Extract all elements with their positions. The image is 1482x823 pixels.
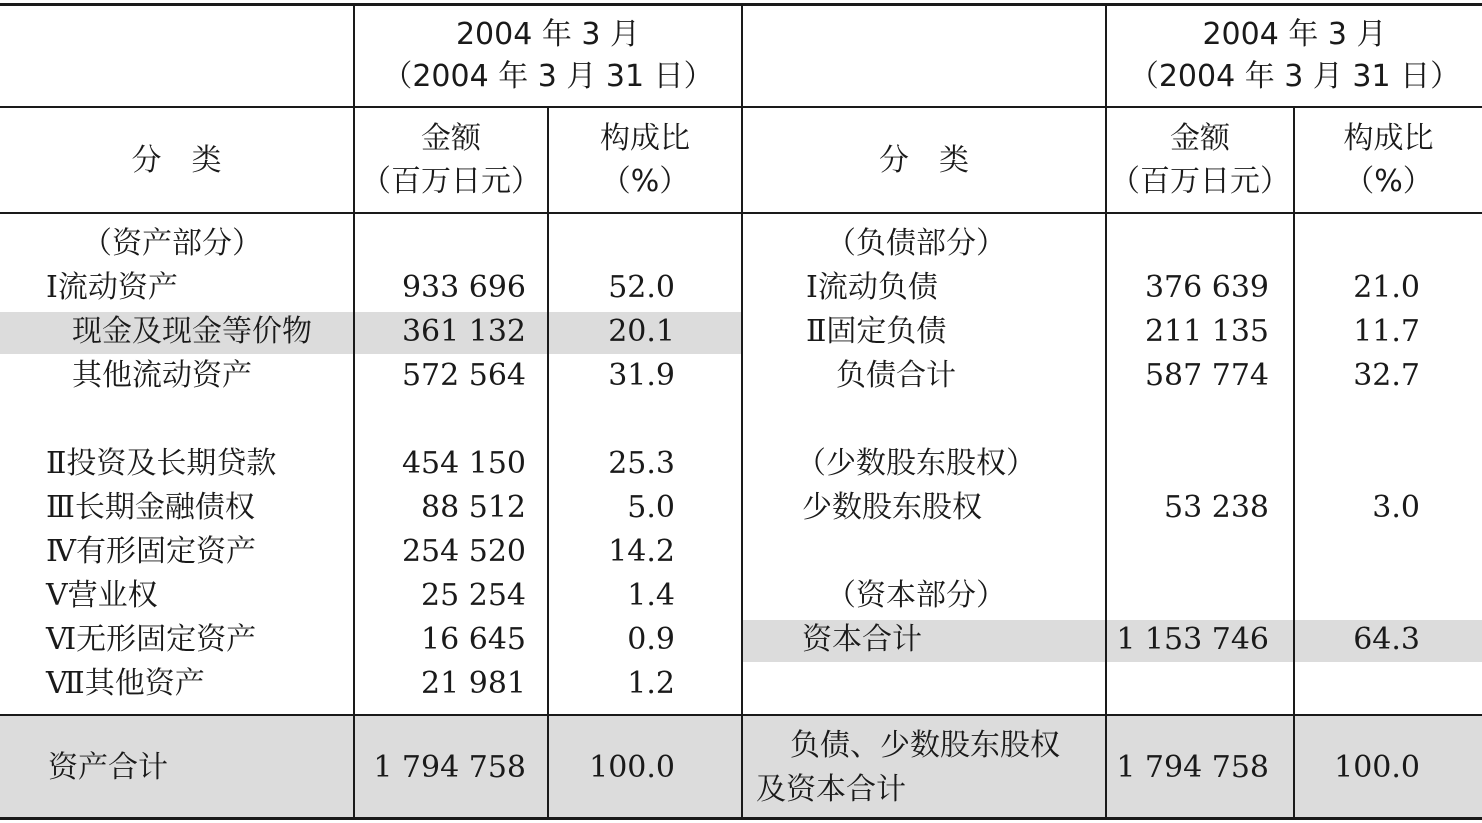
- left-row-amount: 361 132: [401, 314, 526, 349]
- left-row-ratio: 1.4: [627, 578, 675, 613]
- right-total-amount: 1 794 758: [1116, 750, 1269, 785]
- right-amount-header-line1: 金额: [1170, 121, 1230, 156]
- right-row-label: （负债部分）: [826, 226, 1006, 261]
- left-row-ratio: 52.0: [608, 270, 675, 305]
- col-divider-3: [741, 4, 743, 819]
- right-row-label: 负债合计: [836, 358, 956, 393]
- right-period-line1: 2004 年 3 月: [1202, 17, 1387, 52]
- left-row-amount: 21 981: [421, 666, 526, 701]
- right-row-ratio: 32.7: [1353, 358, 1420, 393]
- left-row-label: Ⅰ流动资产: [46, 270, 178, 305]
- left-period-line1: 2004 年 3 月: [455, 17, 641, 52]
- left-row-amount: 16 645: [421, 622, 526, 657]
- left-row-label: Ⅴ营业权: [46, 578, 158, 613]
- left-row-ratio: 25.3: [608, 446, 675, 481]
- left-row-label: 现金及现金等价物: [72, 314, 312, 349]
- left-row-amount: 454 150: [401, 446, 526, 481]
- right-total-label-line2: 及资本合计: [756, 772, 906, 807]
- left-row-label: Ⅶ其他资产: [46, 666, 205, 701]
- left-total-ratio: 100.0: [589, 750, 675, 785]
- left-ratio-header-line2: （%）: [600, 164, 690, 199]
- right-row-amount: 211 135: [1144, 314, 1269, 349]
- left-row-ratio: 31.9: [608, 358, 675, 393]
- right-row-amount: 587 774: [1144, 358, 1269, 393]
- left-category-header: 分 类: [131, 143, 222, 178]
- right-row-label: 资本合计: [802, 622, 922, 657]
- right-ratio-header-line2: （%）: [1344, 164, 1433, 199]
- left-row-ratio: 1.2: [627, 666, 675, 701]
- right-row-amount: 1 153 746: [1116, 622, 1269, 657]
- right-row-ratio: 11.7: [1353, 314, 1420, 349]
- left-row-amount: 25 254: [421, 578, 526, 613]
- right-period-line2: （2004 年 3 月 31 日）: [1128, 59, 1461, 94]
- left-amount-header-line1: 金额: [421, 121, 481, 156]
- left-row-label: （资产部分）: [82, 226, 262, 261]
- left-ratio-header-line1: 构成比: [600, 121, 690, 156]
- left-row-ratio: 5.0: [627, 490, 675, 525]
- left-row-label: Ⅵ无形固定资产: [46, 622, 257, 657]
- right-total-ratio: 100.0: [1334, 750, 1420, 785]
- col-divider-5: [1293, 107, 1295, 819]
- right-row-label: Ⅱ固定负债: [806, 314, 947, 349]
- right-category-header: 分 类: [879, 143, 969, 178]
- left-row-ratio: 0.9: [627, 622, 675, 657]
- right-row-label: （少数股东股权）: [796, 446, 1036, 481]
- right-row-amount: 376 639: [1144, 270, 1269, 305]
- left-amount-header-line2: （百万日元）: [361, 164, 541, 199]
- left-row-ratio: 20.1: [608, 314, 675, 349]
- right-row-label: Ⅰ流动负债: [806, 270, 938, 305]
- left-row-label: Ⅲ长期金融债权: [46, 490, 255, 525]
- left-period-line2: （2004 年 3 月 31 日）: [382, 59, 714, 94]
- right-row-label: 少数股东股权: [802, 490, 982, 525]
- right-total-label-line1: 负债、少数股东股权: [790, 728, 1060, 763]
- right-row-ratio: 3.0: [1372, 490, 1420, 525]
- left-total-label: 资产合计: [48, 750, 168, 785]
- left-row-label: Ⅱ投资及长期贷款: [46, 446, 277, 481]
- left-row-amount: 933 696: [401, 270, 526, 305]
- right-amount-header-line2: （百万日元）: [1110, 164, 1290, 199]
- left-row-amount: 572 564: [401, 358, 526, 393]
- col-divider-2: [547, 107, 549, 819]
- left-row-ratio: 14.2: [608, 534, 675, 569]
- right-row-ratio: 64.3: [1353, 622, 1420, 657]
- right-row-amount: 53 238: [1164, 490, 1269, 525]
- left-total-amount: 1 794 758: [373, 750, 526, 785]
- left-row-label: 其他流动资产: [72, 358, 252, 393]
- right-ratio-header-line1: 构成比: [1343, 121, 1434, 156]
- left-row-amount: 254 520: [401, 534, 526, 569]
- right-row-ratio: 21.0: [1353, 270, 1420, 305]
- left-row-label: Ⅳ有形固定资产: [46, 534, 256, 569]
- right-row-label: （资本部分）: [826, 578, 1006, 613]
- left-row-amount: 88 512: [421, 490, 526, 525]
